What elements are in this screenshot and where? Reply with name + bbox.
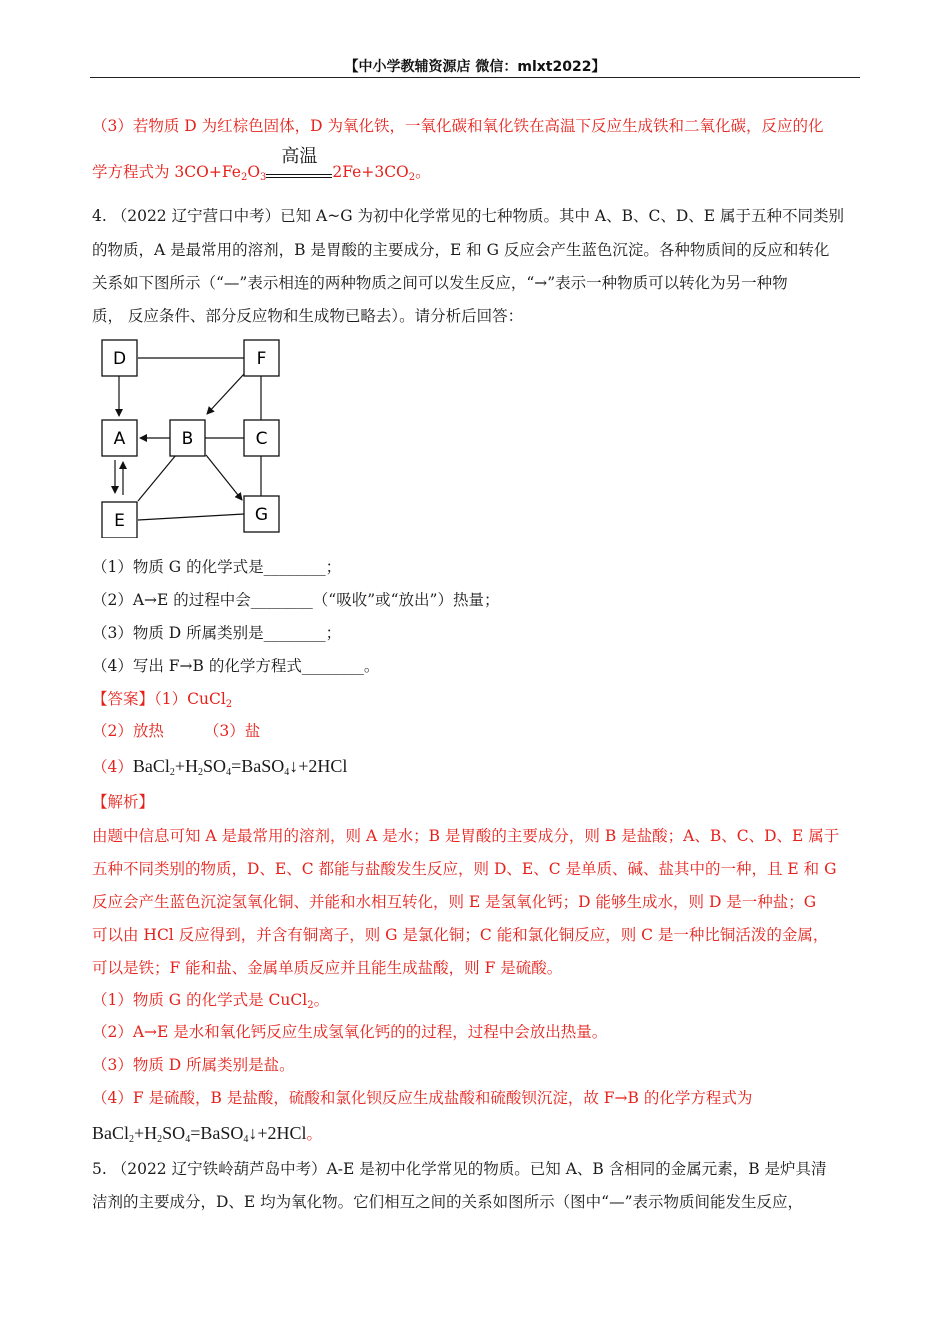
relation-diagram <box>100 338 290 538</box>
analysis-a4: （4）F 是硫酸，B 是盐酸，硫酸和氯化钡反应生成盐酸和硫酸钡沉淀，故 F→B 的化学方程式为 <box>92 1089 753 1107</box>
q4-stem-line: 的物质，A 是最常用的溶剂，B 是胃酸的主要成分，E 和 G 反应会产生蓝色沉淀。各种物质间的反应和转化 <box>92 241 830 259</box>
node-f <box>244 340 279 376</box>
answer-line-4: $(4)BaCl_2+H_2SO_4=BaSO_4↓+2HCl$ <box>92 756 348 778</box>
answer-line-1: 【答案】（1）CuCl$_2$ <box>92 690 233 710</box>
analysis-line: 五种不同类别的物质，D、E、C 都能与盐酸发生反应，则 D、E、C 是单质、碱、盐其中的一种，且 E 和 G <box>92 860 837 878</box>
analysis-line: 可以是铁；F 能和盐、金属单质反应并且能生成盐酸，则 F 是硫酸。 <box>92 959 563 977</box>
svg-text:G: G <box>254 505 269 525</box>
node-g <box>244 496 279 532</box>
node-b <box>170 420 205 456</box>
analysis-line: 反应会产生蓝色沉淀氢氧化铜、并能和水相互转化，则 E 是氢氧化钙；D 能够生成水，则 D 是一种盐；G <box>92 893 817 911</box>
link-b-e <box>138 455 176 501</box>
page-header: 【中小学教辅资源店 微信：mlxt2022】 <box>344 59 606 75</box>
answer-label: 【答案】 <box>92 690 155 708</box>
q3-line-2: 学方程式为 $3CO+Fe_2O_3$ 高温 $2Fe+3CO_2$。 <box>92 146 431 183</box>
svg-text:A: A <box>113 429 126 449</box>
analysis-a2: （2）A→E 是水和氧化钙反应生成氢氧化钙的的过程，过程中会放出热量。 <box>92 1023 608 1041</box>
node-d <box>102 340 137 376</box>
svg-text:C: C <box>255 429 268 449</box>
q3-line-1: （3）若物质 D 为红棕色固体，D 为氧化铁，一氧化碳和氧化铁在高温下反应生成铁和二氧化碳，反应的化 <box>92 117 824 135</box>
svg-text:E: E <box>114 511 125 531</box>
reaction-condition: 高温 <box>266 163 332 183</box>
q5-line: 洁剂的主要成分，D、E 均为氧化物。它们相互之间的关系如图所示（图中“—”表示物质间能发生反应， <box>92 1193 804 1211</box>
arrow-b-g <box>206 455 242 500</box>
q5-line: 5. （2022 辽宁铁岭葫芦岛中考）A-E 是初中化学常见的物质。已知 A、B 含相同的金属元素，B 是炉具清 <box>92 1160 827 1178</box>
link-e-g <box>138 514 244 520</box>
q4-question: （3）物质 D 所属类别是________； <box>92 624 342 642</box>
answer-line-2: （2）放热 （3）盐 <box>92 722 261 740</box>
svg-text:B: B <box>181 429 194 449</box>
node-a <box>102 420 137 456</box>
analysis-label: 【解析】 <box>92 793 155 811</box>
q4-stem-line: 4. （2022 辽宁营口中考）已知 A~G 为初中化学常见的七种物质。其中 A、B、C、D、E 属于五种不同类别 <box>92 207 845 225</box>
q4-stem-line: 质， 反应条件、部分反应物和生成物已略去）。请分析后回答： <box>92 307 524 325</box>
analysis-line: 由题中信息可知 A 是最常用的溶剂，则 A 是水；B 是胃酸的主要成分，则 B 是盐酸；A、B、C、D、E 属于 <box>92 827 840 845</box>
answer-equation: $BaCl_2+H_2SO_4=BaSO_4↓+2HCl$ <box>132 756 348 778</box>
header-rule <box>90 77 860 78</box>
svg-text:F: F <box>256 349 267 369</box>
node-c <box>244 420 279 456</box>
svg-text:D: D <box>112 349 127 369</box>
analysis-a1: （1）物质 G 的化学式是 CuCl$_2$。 <box>92 991 330 1011</box>
q4-question: （2）A→E 的过程中会________（“吸收”或“放出”）热量； <box>92 591 500 609</box>
analysis-line: 可以由 HCl 反应得到，并含有铜离子，则 G 是氯化铜；C 能和氯化铜反应，则 C 是一种比铜活泼的金属， <box>92 926 829 944</box>
q4-question: （4）写出 F→B 的化学方程式________。 <box>92 657 380 675</box>
q4-stem-line: 关系如下图所示（“—”表示相连的两种物质之间可以发生反应，“→”表示一种物质可以转化为另一种物 <box>92 274 788 292</box>
arrow-f-b <box>207 374 244 414</box>
analysis-equation: $BaCl_2+H_2SO_4=BaSO_4↓+2HCl$。 <box>92 1123 323 1145</box>
q4-question: （1）物质 G 的化学式是________； <box>92 558 342 576</box>
node-e <box>102 502 137 538</box>
analysis-a3: （3）物质 D 所属类别是盐。 <box>92 1056 295 1074</box>
